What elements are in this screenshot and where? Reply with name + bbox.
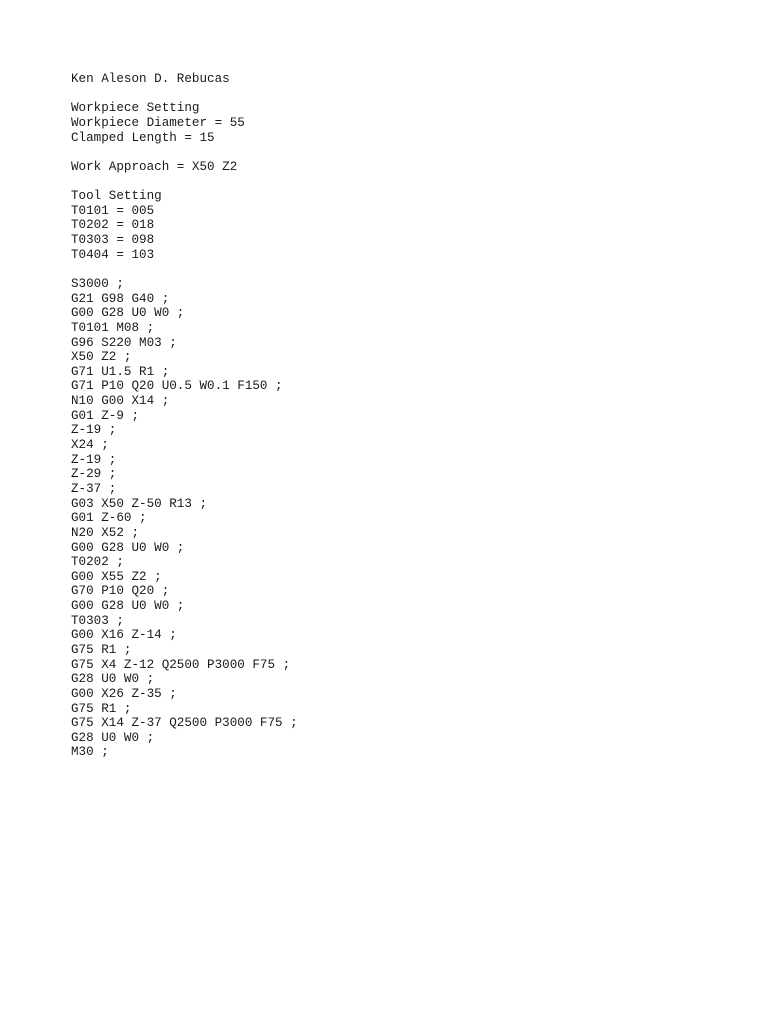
program-line: N10 G00 X14 ; — [71, 394, 170, 409]
program-line: G00 G28 U0 W0 ; — [71, 306, 185, 321]
program-line: G71 U1.5 R1 ; — [71, 364, 170, 379]
program-line: G03 X50 Z-50 R13 ; — [71, 496, 208, 511]
work-approach: Work Approach = X50 Z2 — [71, 159, 238, 174]
program-line: N20 X52 ; — [71, 525, 140, 540]
tool-line: T0202 = 018 — [71, 218, 155, 233]
program-line: G28 U0 W0 ; — [71, 730, 155, 745]
program-line: G21 G98 G40 ; — [71, 291, 170, 306]
program-line: Z-29 ; — [71, 467, 117, 482]
clamped-length: Clamped Length = 15 — [71, 130, 215, 145]
document-page — [71, 72, 731, 760]
program-line: G00 X26 Z-35 ; — [71, 686, 177, 701]
nc-program — [71, 277, 731, 760]
tool-line: T0303 = 098 — [71, 233, 155, 248]
tool-line: T0404 = 103 — [71, 247, 155, 262]
blank-line — [71, 145, 731, 160]
program-line: T0202 ; — [71, 555, 124, 570]
workpiece-heading: Workpiece Setting — [71, 101, 200, 116]
program-line: G00 G28 U0 W0 ; — [71, 540, 185, 555]
program-line: G00 X55 Z2 ; — [71, 569, 162, 584]
program-line: X50 Z2 ; — [71, 350, 132, 365]
program-line: G75 X14 Z-37 Q2500 P3000 F75 ; — [71, 716, 298, 731]
program-line: Z-37 ; — [71, 481, 117, 496]
program-line: G96 S220 M03 ; — [71, 335, 177, 350]
program-line: G70 P10 Q20 ; — [71, 584, 170, 599]
workpiece-diameter: Workpiece Diameter = 55 — [71, 115, 245, 130]
blank-line — [71, 174, 731, 189]
program-line: X24 ; — [71, 438, 109, 453]
blank-line — [71, 87, 731, 102]
program-line: G28 U0 W0 ; — [71, 672, 155, 687]
program-line: T0101 M08 ; — [71, 320, 155, 335]
tool-heading: Tool Setting — [71, 189, 162, 204]
program-line: G75 R1 ; — [71, 642, 132, 657]
program-line: Z-19 ; — [71, 452, 117, 467]
program-line: G71 P10 Q20 U0.5 W0.1 F150 ; — [71, 379, 283, 394]
program-line: G00 G28 U0 W0 ; — [71, 599, 185, 614]
program-line: M30 ; — [71, 745, 109, 760]
author-name: Ken Aleson D. Rebucas — [71, 72, 230, 86]
blank-line — [71, 262, 731, 277]
program-line: T0303 ; — [71, 613, 124, 628]
tool-line: T0101 = 005 — [71, 203, 155, 218]
program-line: G01 Z-9 ; — [71, 408, 140, 423]
program-line: Z-19 ; — [71, 423, 117, 438]
program-line: G75 X4 Z-12 Q2500 P3000 F75 ; — [71, 657, 291, 672]
program-line: G75 R1 ; — [71, 701, 132, 716]
program-line: G00 X16 Z-14 ; — [71, 628, 177, 643]
program-line: S3000 ; — [71, 276, 124, 291]
program-line: G01 Z-60 ; — [71, 511, 147, 526]
